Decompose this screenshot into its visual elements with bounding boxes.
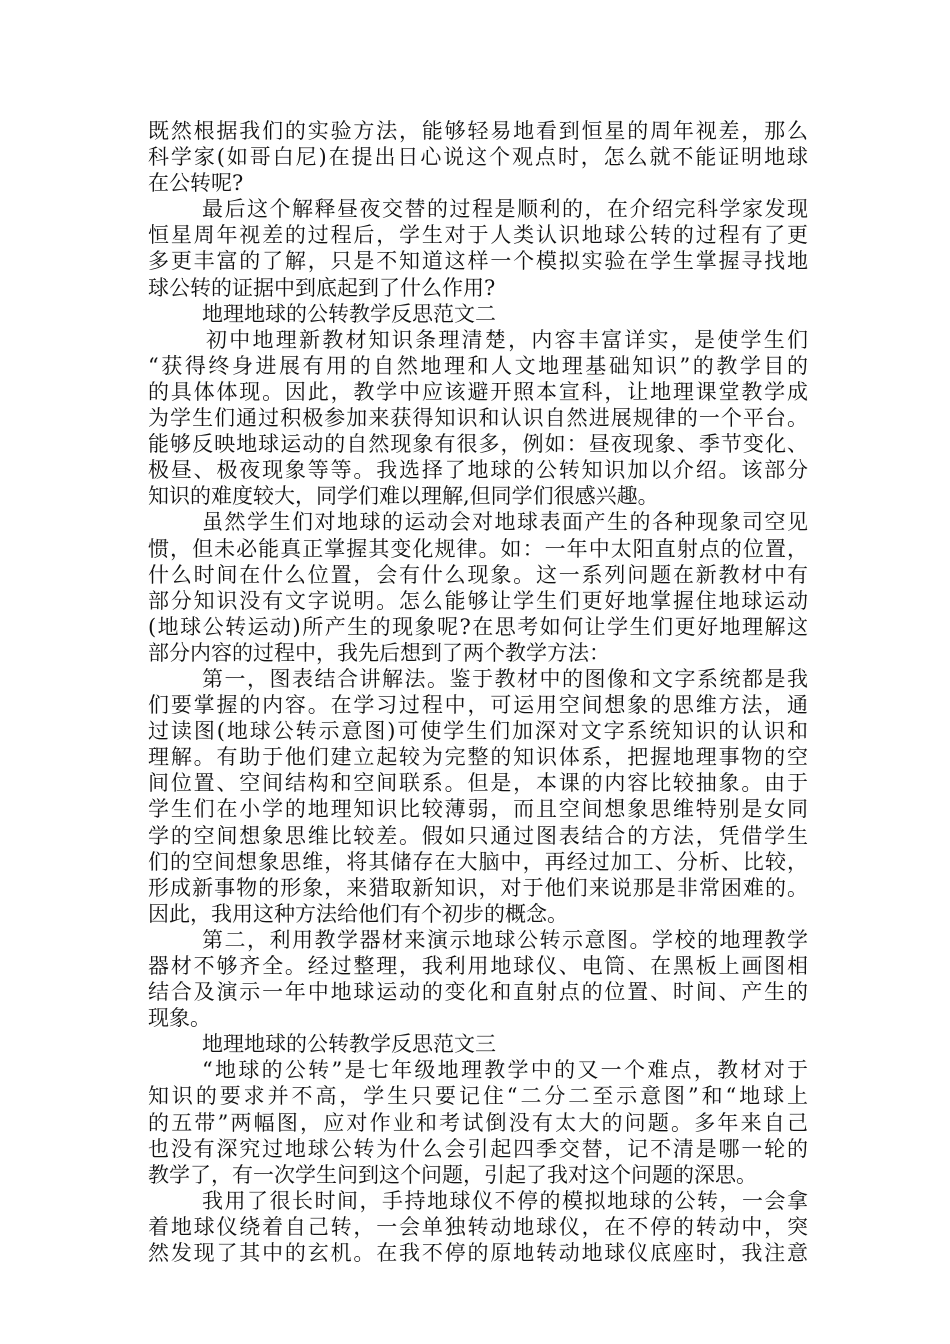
text-line: 能够反映地球运动的自然现象有很多，例如：昼夜现象、季节变化、 (148, 432, 808, 457)
text-line: 惯，但未必能真正掌握其变化规律。如：一年中太阳直射点的位置， (148, 536, 808, 561)
section-heading: 地理地球的公转教学反思范文二 (202, 301, 496, 326)
text-line: 教学了，有一次学生问到这个问题，引起了我对这个问题的深思。 (148, 1162, 757, 1187)
text-line: 现象。 (148, 1006, 211, 1031)
text-line: 间位置、空间结构和空间联系。但是，本课的内容比较抽象。由于 (148, 771, 808, 796)
text-line: 们的空间想象思维，将其储存在大脑中，再经过加工、分析、比较， (148, 849, 808, 874)
text-line: 最后这个解释昼夜交替的过程是顺利的，在介绍完科学家发现 (202, 197, 808, 222)
text-line: 什么时间在什么位置，会有什么现象。这一系列问题在新教材中有 (148, 562, 808, 587)
text-line: 知识的难度较大，同学们难以理解,但同学们很感兴趣。 (148, 484, 659, 509)
text-line: 科学家(如哥白尼)在提出日心说这个观点时，怎么就不能证明地球 (148, 145, 808, 170)
text-line: 部分内容的过程中，我先后想到了两个教学方法： (148, 640, 610, 665)
text-line: 既然根据我们的实验方法，能够轻易地看到恒星的周年视差，那么 (148, 119, 808, 143)
text-line: 结合及演示一年中地球运动的变化和直射点的位置、时间、产生的 (148, 980, 808, 1005)
text-line: 虽然学生们对地球的运动会对地球表面产生的各种现象司空见 (202, 510, 808, 535)
text-line: 在公转呢? (148, 171, 244, 196)
text-line: 学生们在小学的地理知识比较薄弱，而且空间想象思维特别是女同 (148, 797, 808, 822)
text-line: 过读图(地球公转示意图)可使学生们加深对文字系统知识的认识和 (148, 719, 808, 744)
text-line: 器材不够齐全。经过整理，我利用地球仪、电筒、在黑板上画图相 (148, 954, 808, 978)
text-line: 们要掌握的内容。在学习过程中，可运用空间想象的思维方法，通 (148, 693, 808, 718)
text-line: 因此，我用这种方法给他们有个初步的概念。 (148, 901, 568, 926)
text-line: 我用了很长时间，手持地球仪不停的模拟地球的公转，一会拿 (202, 1188, 808, 1213)
text-line: 多更丰富的了解，只是不知道这样一个模拟实验在学生掌握寻找地 (148, 249, 808, 274)
text-line: 球公转的证据中到底起到了什么作用? (148, 275, 496, 300)
text-line: 极昼、极夜现象等等。我选择了地球的公转知识加以介绍。该部分 (148, 458, 808, 483)
body-text (148, 118, 808, 1266)
text-line: 恒星周年视差的过程后，学生对于人类认识地球公转的过程有了更 (148, 223, 808, 248)
text-line: 初中地理新教材知识条理清楚，内容丰富详实，是使学生们 (206, 327, 808, 352)
text-line: 为学生们通过积极参加来获得知识和认识自然进展规律的一个平台。 (148, 406, 808, 431)
text-line: 然发现了其中的玄机。在我不停的原地转动地球仪底座时，我注意 (148, 1241, 808, 1266)
text-line: “获得终身进展有用的自然地理和人文地理基础知识”的教学目的 (148, 353, 808, 378)
text-line: 知识的要求并不高，学生只要记住“二分二至示意图”和“地球上 (148, 1084, 808, 1109)
text-line: “地球的公转”是七年级地理教学中的又一个难点，教材对于 (202, 1058, 808, 1083)
text-line: (地球公转运动)所产生的现象呢?在思考如何让学生们更好地理解这 (148, 614, 808, 639)
text-line: 的五带”两幅图，应对作业和考试倒没有太大的问题。多年来自己 (148, 1110, 808, 1135)
text-line: 第二，利用教学器材来演示地球公转示意图。学校的地理教学 (202, 927, 808, 952)
text-line: 第一，图表结合讲解法。鉴于教材中的图像和文字系统都是我 (202, 666, 808, 691)
text-line: 也没有深究过地球公转为什么会引起四季交替，记不清是哪一轮的 (148, 1136, 808, 1161)
section-heading: 地理地球的公转教学反思范文三 (202, 1032, 496, 1057)
text-line: 形成新事物的形象，来猎取新知识，对于他们来说那是非常困难的。 (148, 875, 808, 900)
text-line: 部分知识没有文字说明。怎么能够让学生们更好地掌握住地球运动 (148, 588, 808, 613)
text-line: 理解。有助于他们建立起较为完整的知识体系，把握地理事物的空 (148, 745, 808, 770)
text-line: 学的空间想象思维比较差。假如只通过图表结合的方法，凭借学生 (148, 823, 808, 848)
text-line: 的具体体现。因此，教学中应该避开照本宣科，让地理课堂教学成 (148, 379, 808, 404)
text-line: 着地球仪绕着自己转，一会单独转动地球仪，在不停的转动中，突 (148, 1214, 808, 1239)
